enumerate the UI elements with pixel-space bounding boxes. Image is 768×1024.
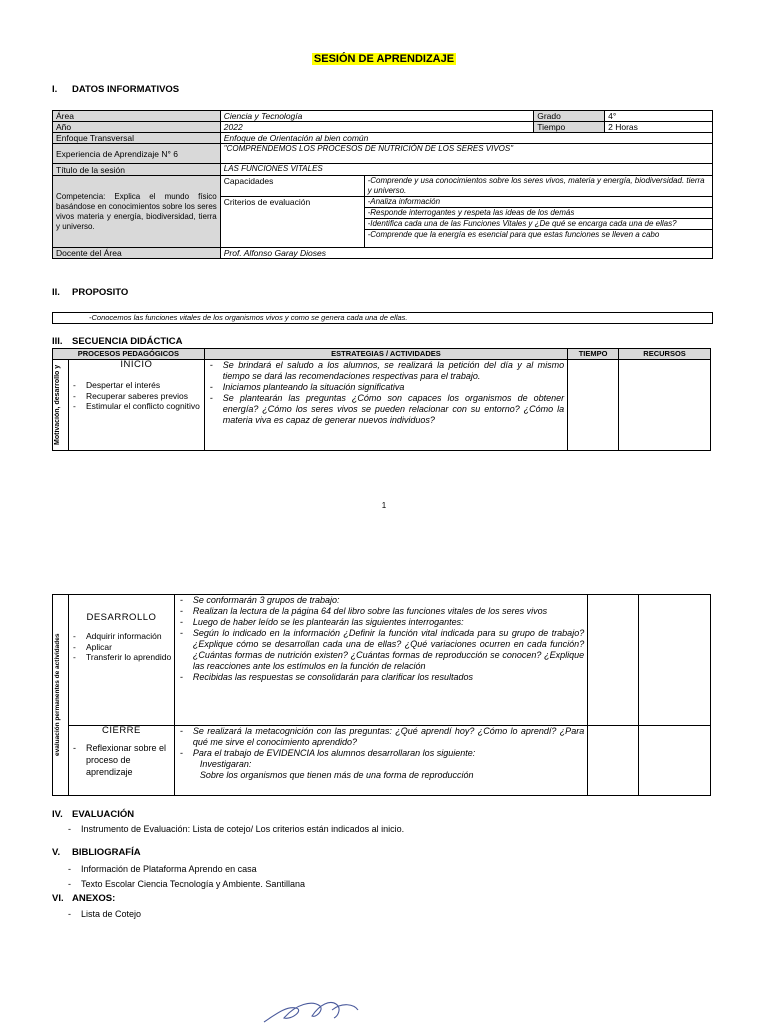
grado-label: Grado: [534, 111, 605, 122]
anexos-list: [66, 907, 706, 922]
tiempo-cell: [588, 595, 639, 726]
experiencia-label: Experiencia de Aprendizaje N° 6: [53, 144, 221, 164]
table-row: [53, 176, 713, 197]
inicio-process-list: [71, 380, 202, 412]
criterio-item: -Comprende que la energía es esencial para que estas funciones se lleven a cabo: [364, 230, 712, 248]
table-header-row: [53, 349, 711, 360]
vertical-label: evaluación permanentes de actividades: [53, 595, 69, 796]
cierre-extra-line: Sobre los organismos que tienen más de una forma de reproducción: [199, 769, 474, 780]
inicio-activities: [204, 360, 567, 451]
table-row: [53, 133, 713, 144]
list-item: - Adquirir información: [71, 631, 172, 642]
section-heading-proposito: II. PROPOSITO: [52, 287, 129, 298]
list-item: - Lista de Cotejo: [66, 907, 706, 922]
desarrollo-process-list: [71, 631, 172, 663]
criterio-item: -Analiza información: [364, 197, 712, 208]
tiempo-value: 2 Horas: [605, 122, 713, 133]
inicio-procesos: [68, 360, 204, 451]
section-heading-anexos: VI. ANEXOS:: [52, 893, 116, 904]
list-item: - Se plantearán las preguntas ¿Cómo son capaces los organismos de obtener energía? ¿Cómo los seres vivos se pueden relacionar con su entorno? ¿Cómo la materia viva es capaz de generar nuevos individuos?: [208, 393, 564, 426]
section-heading-evaluacion: IV. EVALUACIÓN: [52, 809, 135, 820]
grado-value: 4°: [605, 111, 713, 122]
criterio-item: -Identifica cada una de las Funciones Vitales y ¿De qué se encarga cada una de ellas?: [364, 219, 712, 230]
tiempo-cell: [588, 725, 639, 795]
header-estrategias: ESTRATEGIAS / ACTIVIDADES: [204, 349, 567, 360]
page-number: 1: [381, 501, 387, 510]
header-recursos: RECURSOS: [619, 349, 711, 360]
criterios-label: Criterios de evaluación: [220, 197, 364, 248]
recursos-cell: [619, 360, 711, 451]
list-item: - Se realizará la metacognición con las preguntas: ¿Qué aprendí hoy? ¿Cómo lo aprendí? ¿Para qué me sirve el conocimiento aprendido?: [178, 726, 584, 748]
capacidades-label: Capacidades: [220, 176, 364, 197]
list-item: - Luego de haber leído se les plantearán las siguientes interrogantes:: [178, 617, 584, 628]
enfoque-label: Enfoque Transversal: [53, 133, 221, 144]
table-row: [53, 164, 713, 176]
bibliografia-list: [66, 862, 706, 892]
list-item: - Según lo indicado en la información ¿Definir la función vital indicada para su grupo de trabajo? ¿Explique cómo se desarrollan cada una de ellas? ¿Qué variaciones ocurren en cada función? ¿Cuántas formas de nutrición existen? ¿Cuántas formas de reproducción se conocen? ¿Explique las reacciones ante los estímulos en la función de relación: [178, 628, 584, 672]
desarrollo-activities: [174, 595, 587, 726]
header-procesos: PROCESOS PEDAGÓGICOS: [53, 349, 205, 360]
recursos-cell: [639, 595, 711, 726]
list-item: - Recuperar saberes previos: [71, 391, 202, 402]
section-heading-secuencia: III. SECUENCIA DIDÁCTICA: [52, 336, 183, 347]
cierre-activities: [174, 725, 587, 795]
table-row: [53, 111, 713, 122]
list-item: - Recibidas las respuestas se consolidarán para clarificar los resultados: [178, 672, 584, 683]
phase-inicio: INICIO: [120, 359, 153, 370]
list-item: - Reflexionar sobre el proceso de aprendizaje: [71, 742, 172, 778]
tiempo-cell: [568, 360, 619, 451]
list-item: - Estimular el conflicto cognitivo: [71, 401, 202, 412]
table-row: [53, 595, 711, 726]
list-item: - Instrumento de Evaluación: Lista de cotejo/ Los criterios están indicados al inicio.: [66, 822, 706, 837]
table-row: [53, 144, 713, 164]
tiempo-label: Tiempo: [534, 122, 605, 133]
list-item: - Información de Plataforma Aprendo en casa: [66, 862, 706, 877]
signature: [262, 996, 372, 1024]
table-row: [53, 122, 713, 133]
experiencia-value: "COMPRENDEMOS LOS PROCESOS DE NUTRICIÓN DE LOS SERES VIVOS": [220, 144, 712, 164]
anio-label: Año: [53, 122, 221, 133]
list-item: - Para el trabajo de EVIDENCIA los alumnos desarrollaran los siguiente:: [178, 748, 584, 759]
phase-desarrollo: DESARROLLO: [86, 612, 157, 623]
table-row: [53, 725, 711, 795]
area-value: Ciencia y Tecnología: [220, 111, 533, 122]
list-item: - Realizan la lectura de la página 64 del libro sobre las funciones vitales de los seres vivos: [178, 606, 584, 617]
phase-cierre: CIERRE: [101, 724, 141, 736]
titulo-label: Título de la sesión: [53, 164, 221, 176]
docente-value: Prof. Alfonso Garay Dioses: [220, 248, 712, 259]
proposito-box: [52, 312, 713, 324]
list-item: - Transferir lo aprendido: [71, 652, 172, 663]
list-item: - Se conformarán 3 grupos de trabajo:: [178, 595, 584, 606]
competencia-cell: Competencia: Explica el mundo físico basándose en conocimientos sobre los seres vivos materia y energía, biodiversidad, tierra y universo.: [53, 176, 221, 248]
list-item: - Despertar el interés: [71, 380, 202, 391]
area-label: Área: [53, 111, 221, 122]
section-heading-bibliografia: V. BIBLIOGRAFÍA: [52, 847, 141, 858]
evaluacion-list: [66, 822, 706, 837]
info-table: [52, 110, 713, 259]
header-tiempo: TIEMPO: [568, 349, 619, 360]
secuencia-table-2: [52, 594, 711, 796]
proposito-text: -Conocemos las funciones vitales de los organismos vivos y como se genera cada una de ellas.: [53, 313, 713, 324]
list-item: - Iniciamos planteando la situación significativa: [208, 382, 564, 393]
section-heading-datos: I. DATOS INFORMATIVOS: [52, 84, 180, 95]
cierre-process-list: [71, 742, 172, 778]
cierre-procesos: [68, 725, 174, 795]
page-title: SESIÓN DE APRENDIZAJE: [313, 53, 455, 65]
table-row: [53, 248, 713, 259]
list-item: - Se brindará el saludo a los alumnos, se realizará la petición del día y al mismo tiempo se dará las recomendaciones respectivas para el trabajo.: [208, 360, 564, 382]
desarrollo-procesos: [68, 595, 174, 726]
cierre-extra-line: Investigaran:: [199, 758, 252, 769]
anio-value: 2022: [220, 122, 533, 133]
vertical-label: Motivación, desarrollo y: [53, 360, 69, 451]
table-row: [53, 360, 711, 451]
titulo-value: LAS FUNCIONES VITALES: [220, 164, 712, 176]
capacidades-value: -Comprende y usa conocimientos sobre los seres vivos, materia y energía, biodiversidad. tierra y universo.: [364, 176, 712, 197]
recursos-cell: [639, 725, 711, 795]
list-item: - Aplicar: [71, 642, 172, 653]
secuencia-table-1: [52, 348, 711, 451]
criterio-item: -Responde interrogantes y respeta las ideas de los demás: [364, 208, 712, 219]
enfoque-value: Enfoque de Orientación al bien común: [220, 133, 712, 144]
list-item: - Texto Escolar Ciencia Tecnología y Ambiente. Santillana: [66, 877, 706, 892]
docente-label: Docente del Área: [53, 248, 221, 259]
